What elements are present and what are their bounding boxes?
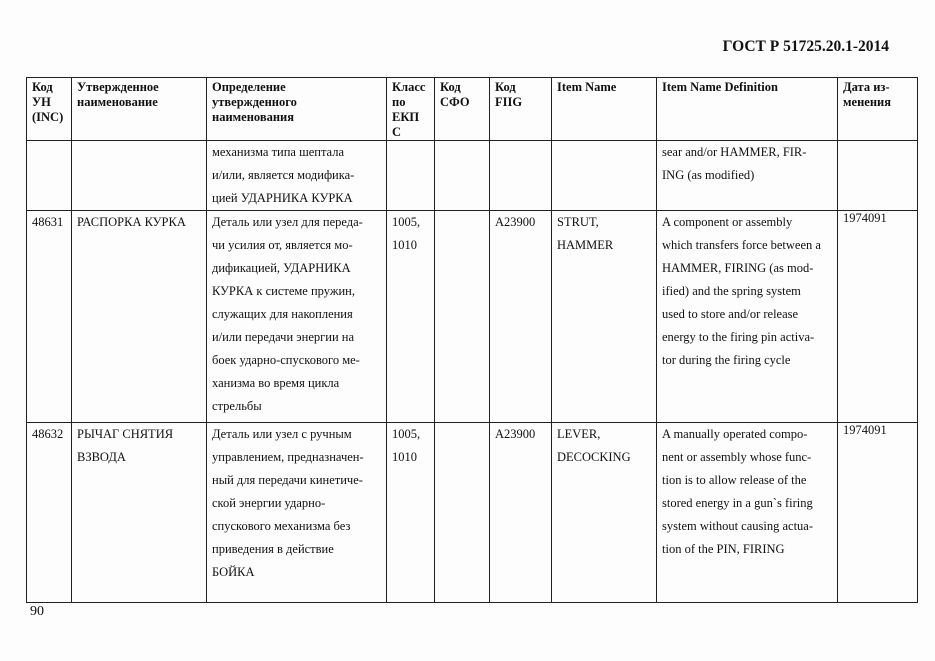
- approved-name-cell: [72, 141, 207, 211]
- definition-cell: [207, 141, 387, 211]
- header-line: наименование: [77, 95, 158, 109]
- cell-line: Деталь или узел с ручным: [212, 427, 352, 441]
- header-inc: [27, 78, 72, 141]
- cell-line: КУРКА к системе пружин,: [212, 284, 355, 298]
- cell-line: цией УДАРНИКА КУРКА: [212, 191, 353, 205]
- cell-line: БОЙКА: [212, 565, 255, 579]
- header-fiig: [490, 78, 552, 141]
- cell-line: управлением, предназначен-: [212, 450, 364, 464]
- header-definition: [207, 78, 387, 141]
- header-sfo: [435, 78, 490, 141]
- table-row: [27, 211, 918, 423]
- header-line: Класс: [392, 80, 426, 94]
- cell-line: чи усилия от, является мо-: [212, 238, 353, 252]
- inc-cell: [27, 141, 72, 211]
- class-cell: [387, 141, 435, 211]
- table-header-row: [27, 78, 918, 141]
- header-line: утвержденного: [212, 95, 297, 109]
- cell-line: приведения в действие: [212, 542, 334, 556]
- header-line: С: [392, 125, 402, 139]
- item-name-cell: [552, 423, 657, 603]
- cell-line: и/или, является модифика-: [212, 168, 355, 182]
- class-cell: [387, 211, 435, 423]
- cell-line: A23900: [495, 427, 536, 441]
- item-name-cell: [552, 141, 657, 211]
- header-line: Код: [440, 80, 461, 94]
- cell-line: ской энергии ударно-: [212, 496, 326, 510]
- sfo-cell: [435, 423, 490, 603]
- header-class: [387, 78, 435, 141]
- date-cell: [838, 423, 918, 603]
- header-line: СФО: [440, 95, 470, 109]
- header-line: по: [392, 95, 406, 109]
- definition-cell: [207, 211, 387, 423]
- cell-line: ный для передачи кинетиче-: [212, 473, 363, 487]
- header-line: наименования: [212, 110, 295, 124]
- header-line: ЕКП: [392, 110, 420, 124]
- date-cell: [838, 141, 918, 211]
- cell-line: 48632: [32, 427, 64, 441]
- approved-name-cell: [72, 423, 207, 603]
- cell-line: 1974091: [843, 423, 887, 437]
- cell-line: РЫЧАГ СНЯТИЯ: [77, 427, 174, 441]
- cell-line: механизма типа шептала: [212, 145, 345, 159]
- cell-line: 48631: [32, 215, 64, 229]
- header-line: Дата из-: [843, 80, 890, 94]
- fiig-cell: [490, 141, 552, 211]
- header-line: (INC): [32, 110, 64, 124]
- approved-name-cell: [72, 211, 207, 423]
- cell-line: A manually operated compo-: [662, 427, 808, 441]
- cell-line: ВЗВОДА: [77, 450, 126, 464]
- header-line: Код: [495, 80, 516, 94]
- class-cell: [387, 423, 435, 603]
- header-line: Утвержденное: [77, 80, 159, 94]
- sfo-cell: [435, 141, 490, 211]
- cell-line: 1974091: [843, 211, 887, 225]
- item-definition-cell: [657, 211, 838, 423]
- cell-line: energy to the firing pin activa-: [662, 330, 815, 344]
- cell-line: A23900: [495, 215, 536, 229]
- cell-line: HAMMER: [557, 238, 614, 252]
- date-cell: [838, 211, 918, 423]
- cell-line: стрельбы: [212, 399, 262, 413]
- header-line: Код: [32, 80, 53, 94]
- definition-cell: [207, 423, 387, 603]
- inc-cell: [27, 211, 72, 423]
- header-approved-name: [72, 78, 207, 141]
- table-row: [27, 423, 918, 603]
- cell-line: 1005,: [392, 215, 421, 229]
- header-line: FIIG: [495, 95, 523, 109]
- cell-line: tor during the firing cycle: [662, 353, 791, 367]
- header-line: Определение: [212, 80, 286, 94]
- cell-line: LEVER,: [557, 427, 601, 441]
- cell-line: tion is to allow release of the: [662, 473, 807, 487]
- fiig-cell: [490, 423, 552, 603]
- cell-line: which transfers force between a: [662, 238, 821, 252]
- cell-line: спускового механизма без: [212, 519, 351, 533]
- cell-line: дификацией, УДАРНИКА: [212, 261, 351, 275]
- cell-line: 1010: [392, 450, 417, 464]
- header-line: УН: [32, 95, 51, 109]
- cell-line: stored energy in a gun`s firing: [662, 496, 813, 510]
- specification-table: [26, 77, 918, 603]
- header-item-name: [552, 78, 657, 141]
- cell-line: used to store and/or release: [662, 307, 799, 321]
- cell-line: 1010: [392, 238, 417, 252]
- header-line: Item Name: [557, 80, 617, 94]
- cell-line: DECOCKING: [557, 450, 631, 464]
- cell-line: РАСПОРКА КУРКА: [77, 215, 186, 229]
- item-definition-cell: [657, 423, 838, 603]
- standard-code: ГОСТ Р 51725.20.1-2014: [722, 38, 889, 55]
- fiig-cell: [490, 211, 552, 423]
- cell-line: 1005,: [392, 427, 421, 441]
- cell-line: ified) and the spring system: [662, 284, 801, 298]
- cell-line: A component or assembly: [662, 215, 793, 229]
- cell-line: HAMMER, FIRING (as mod-: [662, 261, 814, 275]
- cell-line: Деталь или узел для переда-: [212, 215, 363, 229]
- item-definition-cell: [657, 141, 838, 211]
- cell-line: ING (as modified): [662, 168, 755, 182]
- header-date: [838, 78, 918, 141]
- cell-line: STRUT,: [557, 215, 599, 229]
- cell-line: боек ударно-спускового ме-: [212, 353, 360, 367]
- inc-cell: [27, 423, 72, 603]
- page-number: 90: [30, 604, 44, 619]
- header-line: Item Name Definition: [662, 80, 778, 94]
- cell-line: и/или передачи энергии на: [212, 330, 355, 344]
- cell-line: служащих для накопления: [212, 307, 353, 321]
- cell-line: tion of the PIN, FIRING: [662, 542, 785, 556]
- header-item-definition: [657, 78, 838, 141]
- cell-line: sear and/or HAMMER, FIR-: [662, 145, 807, 159]
- item-name-cell: [552, 211, 657, 423]
- table-row: [27, 141, 918, 211]
- cell-line: system without causing actua-: [662, 519, 814, 533]
- sfo-cell: [435, 211, 490, 423]
- header-line: менения: [843, 95, 891, 109]
- cell-line: nent or assembly whose func-: [662, 450, 812, 464]
- cell-line: ханизма во время цикла: [212, 376, 340, 390]
